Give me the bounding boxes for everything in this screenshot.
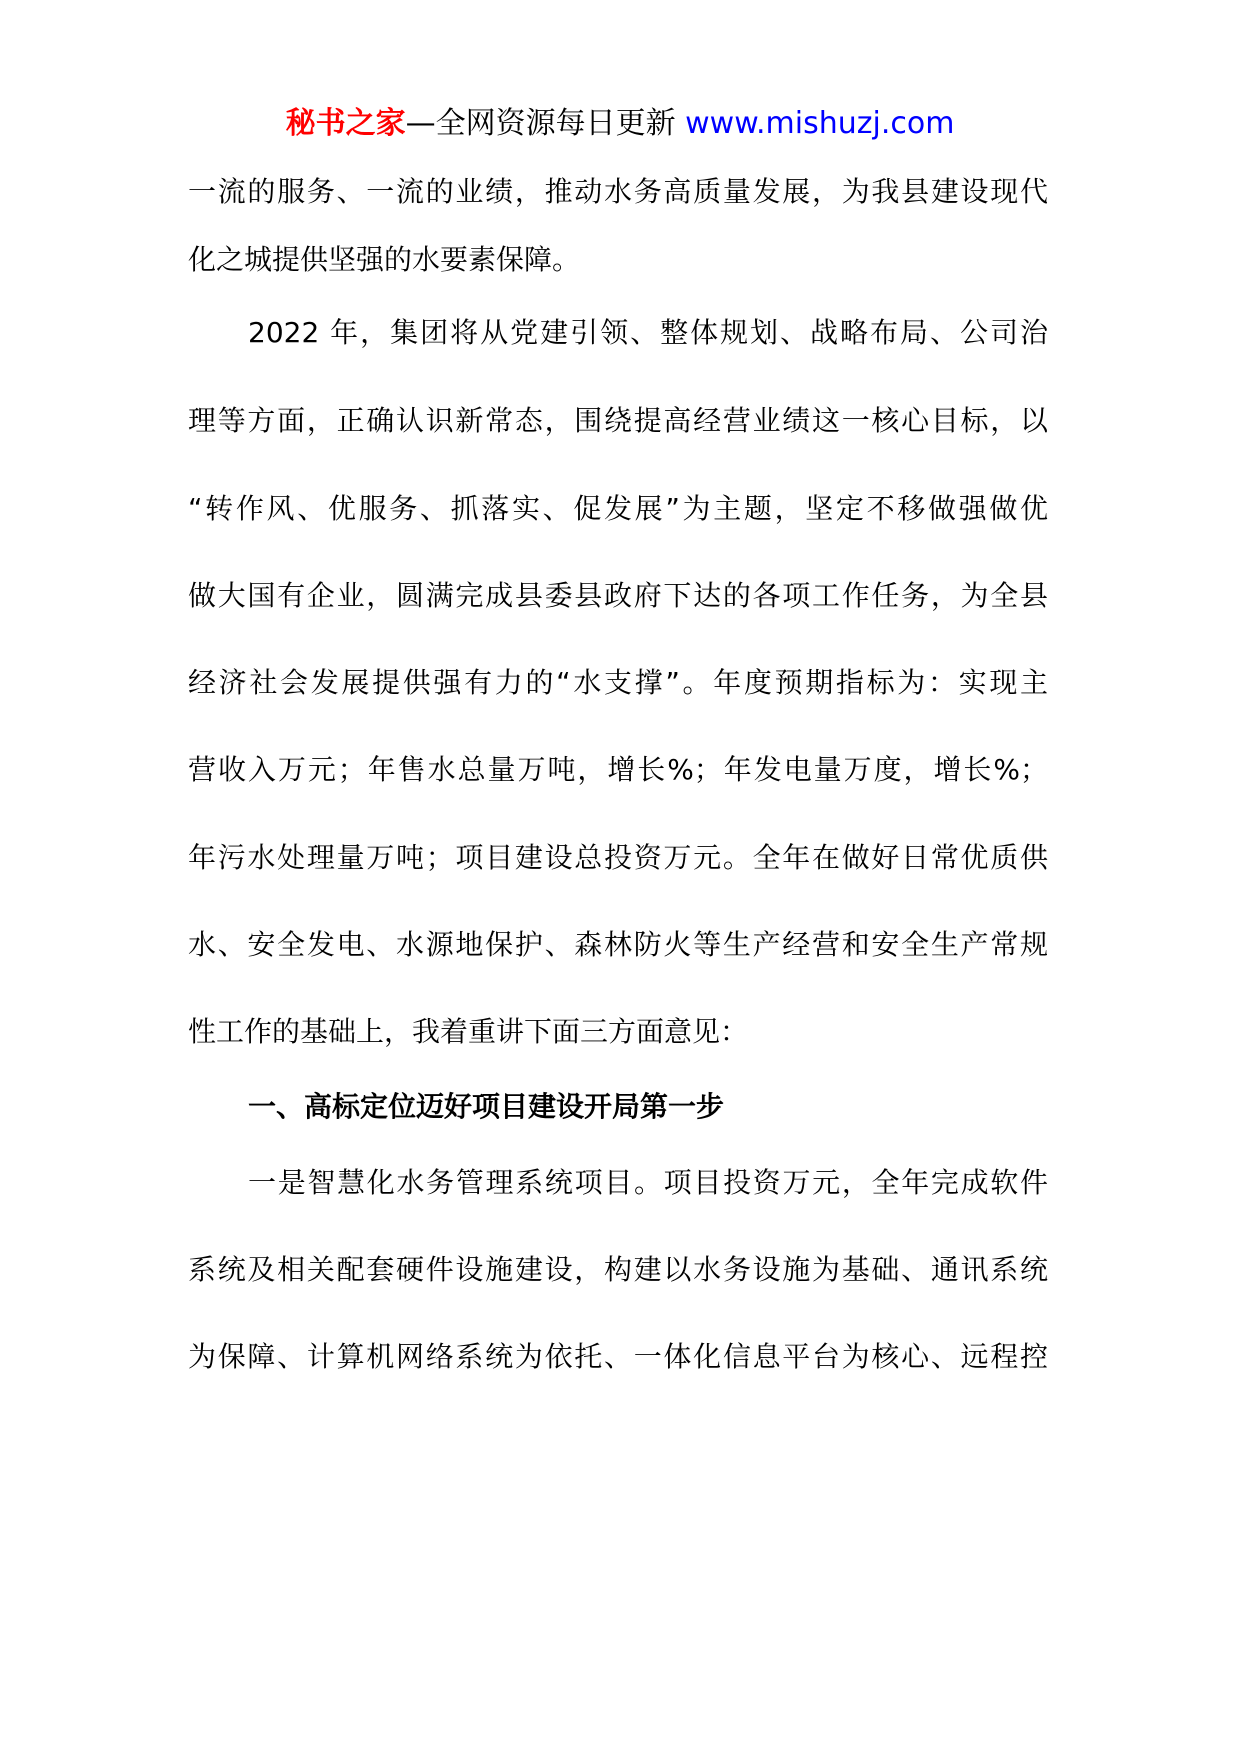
body-line: 营收入万元；年售水总量万吨，增长%；年发电量万度，增长%；	[188, 753, 1048, 786]
site-header	[0, 104, 1240, 144]
section-heading: 一、高标定位迈好项目建设开局第一步	[248, 1090, 725, 1123]
site-tagline: —全网资源每日更新	[405, 106, 686, 141]
body-line: 经济社会发展提供强有力的“水支撑”。年度预期指标为：实现主	[188, 666, 1048, 699]
site-brand: 秘书之家	[285, 106, 406, 141]
body-line: 理等方面，正确认识新常态，围绕提高经营业绩这一核心目标，以	[188, 404, 1048, 437]
body-line: 性工作的基础上，我着重讲下面三方面意见：	[188, 1015, 749, 1048]
body-line: 年污水处理量万吨；项目建设总投资万元。全年在做好日常优质供	[188, 841, 1048, 874]
body-line: 水、安全发电、水源地保护、森林防火等生产经营和安全生产常规	[188, 928, 1048, 961]
body-line: “转作风、优服务、抓落实、促发展”为主题，坚定不移做强做优	[188, 492, 1048, 525]
body-line: 一流的服务、一流的业绩，推动水务高质量发展，为我县建设现代	[188, 175, 1048, 208]
body-line: 为保障、计算机网络系统为依托、一体化信息平台为核心、远程控	[188, 1340, 1048, 1373]
site-url-link[interactable]: www.mishuzj.com	[685, 106, 955, 141]
body-line: 化之城提供坚强的水要素保障。	[188, 243, 581, 276]
body-line: 2022 年，集团将从党建引领、整体规划、战略布局、公司治	[248, 316, 1048, 349]
body-line: 一是智慧化水务管理系统项目。项目投资万元，全年完成软件	[248, 1166, 1048, 1199]
body-line: 系统及相关配套硬件设施建设，构建以水务设施为基础、通讯系统	[188, 1253, 1048, 1286]
body-line: 做大国有企业，圆满完成县委县政府下达的各项工作任务，为全县	[188, 579, 1048, 612]
